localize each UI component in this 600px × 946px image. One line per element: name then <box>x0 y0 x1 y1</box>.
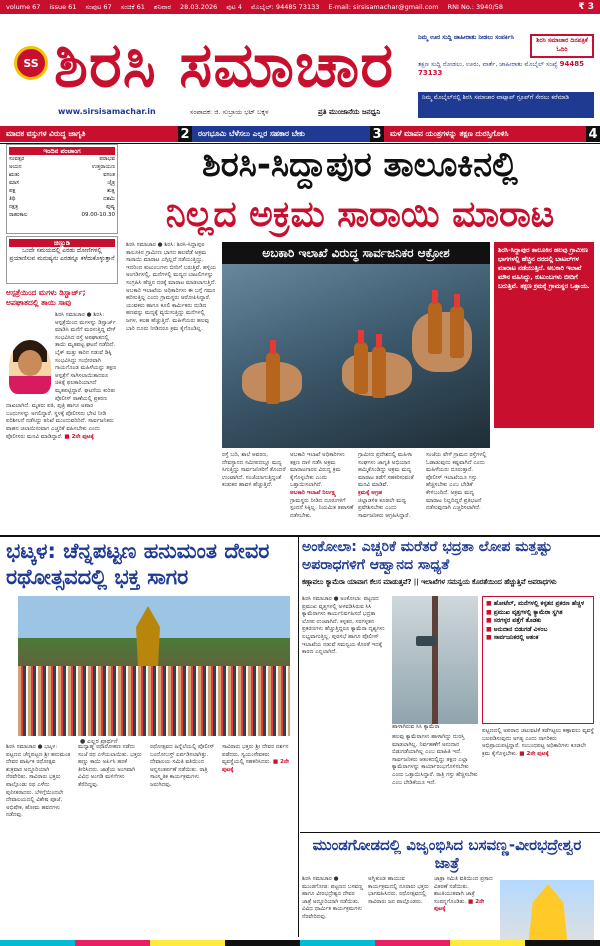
mundgod-headline[interactable]: ಮುಂಡಗೋಡದಲ್ಲಿ ವಿಜೃಂಭಿಸಿದ ಬಸವಣ್ಣ-ವೀರಭದ್ರೇಶ್ವರ ಜಾತ್ರೆ <box>312 836 582 872</box>
panchanga-value: ಶುಕ್ಲ <box>107 188 115 194</box>
date: 28.03.2026 <box>180 3 218 11</box>
panchanga-value: 09.00-10.30 <box>81 212 115 218</box>
ad-mobile-number: 94485 73133 <box>418 60 584 77</box>
panchanga-title: ಇಂದಿನ ಪಂಚಾಂಗ <box>9 147 115 155</box>
price: ₹ 3 <box>578 2 594 12</box>
lead-col-2: ರಸ್ತೆ ಬದಿ, ಶಾಲೆ ಆವರಣ, ದೇವಸ್ಥಾನದ ಸಮೀಪದಲ್ಲೂ ಮದ್ಯ ಸಿಗುತ್ತಿದ್ದು ಸಾರ್ವಜನಿಕರಿಗೆ ತೊಂದರೆ ಉಂಟಾಗಿದೆ. ಸಂಜೆಯಾಗುತ್ತಿದ್ದಂತೆ ಕುಡುಕರ ಹಾವಳಿ ಹೆಚ್ಚುತ್ತಿದೆ. <box>222 452 286 489</box>
bhatkal-col-3: ರಥೋತ್ಸವದ ಹಿನ್ನೆಲೆಯಲ್ಲಿ ಪೊಲೀಸ್ ಬಂದೋಬಸ್ತ್ ಏರ್ಪಡಿಸಲಾಗಿತ್ತು. ದೇವಾಲಯ ಸಮಿತಿ ವತಿಯಿಂದ ಅನ್ನಸಂತರ್ಪಣೆ ನಡೆಯಿತು. ರಾತ್ರಿ ಸಾಂಸ್ಕೃತಿಕ ಕಾರ್ಯಕ್ರಮಗಳು ಜರುಗಿದವು. <box>150 744 215 788</box>
ankola-col-3-text: ಪಟ್ಟಣದಲ್ಲಿ ಅಪರಾಧ ಚಟುವಟಿಕೆ ತಡೆಗಟ್ಟಲು ಕಣ್ಗಾವಲು ವ್ಯವಸ್ಥೆ ಬಲಪಡಿಸುವುದು ಅಗತ್ಯ ಎಂದು ನಾಗರಿಕರು ಅಭಿಪ್ರಾಯಪಟ್ಟಿದ್ದಾರೆ. ಸಂಬಂಧಪಟ್ಟ ಅಧಿಕಾರಿಗಳು ಕೂಡಲೇ ಕ್ರಮ ಕೈಗೊಳ್ಳಬೇಕು. <box>482 728 594 757</box>
tagline: ಪ್ರತಿ ಮುಂಜಾನೆಯ ಜನಧ್ವನಿ <box>318 108 381 116</box>
strip-item-2[interactable]: ರಂಗಭೂಮಿ ಬೆಳೆಸಲು ಎಲ್ಲರ ಸಹಕಾರ ಬೇಕು <box>192 126 370 142</box>
rni: RNI No.: 3940/58 <box>447 3 504 11</box>
bhatkal-col-1: ಶಿರಸಿ ಸಮಾಚಾರ ● ಭಟ್ಕಳ: ಪಟ್ಟಣದ ಚೆನ್ನಪಟ್ಟಣ ಶ್ರೀ ಹನುಮಂತ ದೇವರ ವಾರ್ಷಿಕ ರಥೋತ್ಸವ ಶುಕ್ರವಾರ ಅದ್ದೂರಿಯಾಗಿ ನೆರವೇರಿತು. ಸಾವಿರಾರು ಭಕ್ತರು ಪಾಲ್ಗೊಂಡು ರಥ ಎಳೆದು ಪುನೀತರಾದರು. ಬೆಳಿಗ್ಗೆಯಿಂದಲೇ ದೇವಾಲಯದಲ್ಲಿ ವಿಶೇಷ ಪೂಜೆ, ಅಭಿಷೇಕ, ಹೋಮ ಹವನಗಳು ನಡೆದವು. <box>6 744 71 819</box>
volume: volume 67 <box>6 3 41 11</box>
lead-subhead-2: ಕ್ರಮಕ್ಕೆ ಆಗ್ರಹ <box>358 489 383 496</box>
lead-col-3 <box>290 452 354 536</box>
top-info-bar <box>0 0 600 14</box>
lead-headline-1[interactable]: ಶಿರಸಿ-ಸಿದ್ದಾಪುರ ತಾಲೂಕಿನಲ್ಲಿ <box>202 145 518 185</box>
lead-col-3b-text: ಗ್ರಾಮಸ್ಥರು ನೀಡಿದ ದೂರುಗಳಿಗೆ ಸ್ಪಂದನೆ ಸಿಕ್ಕಿಲ್ಲ. ನಿಯಮಿತ ತಪಾಸಣೆ ನಡೆಸಬೇಕು. <box>290 497 354 519</box>
strip-page-3: 4 <box>586 126 600 142</box>
panchanga-value: ಪುಷ್ಯ <box>106 204 115 210</box>
bhatkal-headline[interactable]: ಭಟ್ಕಳ: ಚೆನ್ನಪಟ್ಟಣ ಹನುಮಂತ ದೇವರ ರಥೋತ್ಸವದಲ್ಲಿ ಭಕ್ತ ಸಾಗರ <box>6 539 270 589</box>
ankola-photo-caption: ಹಾಳಾಗಿರುವ ಸಿಸಿ ಕ್ಯಾಮೆರಾ <box>392 724 440 730</box>
cctv-photo <box>392 596 478 724</box>
panchanga-key: ರಾಹುಕಾಲ <box>9 212 28 218</box>
headline-strip <box>0 126 600 142</box>
panchanga-box <box>6 144 118 234</box>
ankola-headline[interactable]: ಅಂಕೋಲಾ: ಎಚ್ಚರಿಕೆ ಮರೆತರೆ ಭದ್ರತಾ ಲೋಪ ಮತ್ತಷ್ಟು ಅಪರಾಧಗಳಿಗೆ ಆಹ್ವಾನದ ಸಾಧ್ಯತೆ <box>302 539 553 573</box>
panchanga-key: ಪಕ್ಷ <box>9 188 16 194</box>
ankola-col-3 <box>482 728 594 830</box>
ankola-point: ■ ಪ್ರಮುಖ ವೃತ್ತಗಳಲ್ಲಿ ಕ್ಯಾಮೆರಾ ಸ್ಥಗಿತ <box>486 609 590 618</box>
panchanga-key: ಮಾಸ <box>9 180 20 186</box>
chariot-festival-photo <box>18 596 290 736</box>
lead-col-4b-text: ಜಿಲ್ಲಾಡಳಿತ ಕೂಡಲೇ ಮಧ್ಯ ಪ್ರವೇಶಿಸಬೇಕು ಎಂದು ಸಾರ್ವಜನಿಕರು ಆಗ್ರಹಿಸಿದ್ದಾರೆ. <box>358 497 411 519</box>
panchanga-value: ಚೈತ್ರ <box>107 180 115 186</box>
panchanga-value: ಉತ್ತರಾಯಣ <box>91 164 115 170</box>
ankola-point: ■ ಸಾರ್ವಜನಿಕರಲ್ಲಿ ಆತಂಕ <box>486 634 590 643</box>
woman-photo <box>9 340 51 394</box>
issue: issue 61 <box>49 3 77 11</box>
ad-whatsapp: ನಿಮ್ಮ ಮೊಬೈಲ್‌ನಲ್ಲಿ ಶಿರಸಿ ಸಮಾಚಾರ ವಾಟ್ಸಾಪ್ ಗ್ರೂಪ್‌ಗೆ ಸೇರಲು ಕರೆಮಾಡಿ <box>418 92 594 118</box>
panchanga-key: ಋತು <box>9 172 20 178</box>
ad-mobile <box>418 60 594 90</box>
logo-icon: SS <box>14 46 48 80</box>
ankola-col-2: ಹಲವು ಕ್ಯಾಮೆರಾಗಳು ಹಾಳಾಗಿದ್ದು ದುರಸ್ತಿ ಮಾಡಲಾಗಿಲ್ಲ. ನಿರ್ವಹಣೆಗೆ ಅನುದಾನ ಬಿಡುಗಡೆಯಾಗಿಲ್ಲ ಎಂಬ ಮಾಹಿತಿ ಇದೆ. ಸಾರ್ವಜನಿಕರು ಆತಂಕದಲ್ಲಿದ್ದು ತಕ್ಷಣ ಎಲ್ಲಾ ಕ್ಯಾಮೆರಾಗಳನ್ನು ಕಾರ್ಯಾರಂಭಗೊಳಿಸಬೇಕು ಎಂದು ಒತ್ತಾಯಿಸಿದ್ದಾರೆ. ರಾತ್ರಿ ಗಸ್ತು ಹೆಚ್ಚಿಸಬೇಕು ಎಂಬ ಬೇಡಿಕೆಯೂ ಇದೆ. <box>392 734 478 786</box>
lead-col-1: ಶಿರಸಿ ಸಮಾಚಾರ ● ಶಿರಸಿ: ಶಿರಸಿ-ಸಿದ್ದಾಪುರ ತಾಲೂಕಿನ ಗ್ರಾಮೀಣ ಭಾಗದ ಹಲವೆಡೆ ಅಕ್ರಮ ಸಾರಾಯಿ ಮಾರಾಟ ಎಗ್ಗಿಲ್ಲದೆ ನಡೆಯುತ್ತಿದ್ದು, ಇದರಿಂದ ಕುಟುಂಬಗಳು ಬೀದಿಗೆ ಬರುತ್ತಿವೆ. ಹಳ್ಳಿಯ ಅಂಗಡಿಗಳಲ್ಲಿ, ಮನೆಗಳಲ್ಲಿ ಮದ್ಯದ ಬಾಟಲಿಗಳನ್ನು ಸಂಗ್ರಹಿಸಿ ಹೆಚ್ಚಿನ ದರಕ್ಕೆ ಮಾರಾಟ ಮಾಡಲಾಗುತ್ತಿದೆ. ಅಬಕಾರಿ ಇಲಾಖೆಯ ಅಧಿಕಾರಿಗಳು ಈ ಬಗ್ಗೆ ಗಮನ ಹರಿಸುತ್ತಿಲ್ಲ ಎಂದು ಗ್ರಾಮಸ್ಥರು ಆರೋಪಿಸಿದ್ದಾರೆ. ಯುವಕರು ಹಾಗೂ ಕೂಲಿ ಕಾರ್ಮಿಕರು ದುಡಿದ ಹಣವನ್ನು ಮದ್ಯಕ್ಕೆ ವ್ಯಯಿಸುತ್ತಿದ್ದು ಮನೆಗಳಲ್ಲಿ ಜಗಳ, ಕಲಹ ಹೆಚ್ಚುತ್ತಿದೆ. ಮಹಿಳೆಯರು ಹಲವು ಬಾರಿ ದೂರು ನೀಡಿದರೂ ಕ್ರಮ ಕೈಗೊಂಡಿಲ್ಲ. <box>126 242 217 332</box>
ankola-point: ■ ಅನುದಾನ ಬಿಡುಗಡೆ ವಿಳಂಬ <box>486 626 590 635</box>
panchanga-value: ವಸಂತ <box>103 172 115 178</box>
ad-news-contact: ನಿಮ್ಮ ಊರ ಸುದ್ದಿ ಜಾಹೀರಾತು ನೀಡಲು ಸಂಪರ್ಕಿಸಿ <box>418 34 514 41</box>
continued-link[interactable]: ■ 2ನೇ ಪುಟಕ್ಕೆ <box>64 433 94 440</box>
panchanga-key: ಅಯನ <box>9 164 22 170</box>
mundgod-col-3 <box>434 876 496 938</box>
mundgod-col-1: ಶಿರಸಿ ಸಮಾಚಾರ ● ಮುಂಡಗೋಡ: ಪಟ್ಟಣದ ಬಸವಣ್ಣ ಹಾಗೂ ವೀರಭದ್ರೇಶ್ವರ ದೇವರ ಜಾತ್ರೆ ಅದ್ದೂರಿಯಾಗಿ ನಡೆಯಿತು. ವಿವಿಧ ಧಾರ್ಮಿಕ ಕಾರ್ಯಕ್ರಮಗಳು ನೆರವೇರಿದವು. <box>302 876 363 920</box>
print-color-bar <box>0 940 600 946</box>
website-link[interactable]: www.sirsisamachar.in <box>58 107 156 116</box>
panchanga-value: ಪರಾಭವ <box>99 156 115 162</box>
panchanga-value: ದಶಮಿ <box>103 196 115 202</box>
lead-highlight-box: ಶಿರಸಿ-ಸಿದ್ದಾಪುರ ತಾಲೂಕಿನ ಹಲವು ಗ್ರಾಮೀಣ ಭಾಗಗಳಲ್ಲಿ ಹೆಚ್ಚಿನ ದರದಲ್ಲಿ ಬಾಟಲ್‌ಗಳ ಮಾರಾಟ ನಡೆಯುತ್ತಿದೆ. ಅಬಕಾರಿ ಇಲಾಖೆ ಮೌನ ವಹಿಸಿದ್ದು, ಕುಟುಂಬಗಳು ಬೀದಿಗೆ ಬರುತ್ತಿವೆ. ತಕ್ಷಣ ಕ್ರಮಕ್ಕೆ ಗ್ರಾಮಸ್ಥರ ಒತ್ತಾಯ. <box>494 242 594 428</box>
panchanga-key: ಸಂವತ್ಸರ <box>9 156 25 162</box>
strip-page-1: 2 <box>178 126 192 142</box>
left-story-headline[interactable]: ಆಸ್ಪತ್ರೆಯಿಂದ ಮಗಳು ಡಿಸ್ಚಾರ್ಜ್; ಅಪಘಾತದಲ್ಲಿ ತಾಯಿ ಸಾವು <box>6 288 86 307</box>
newspaper-title: ಶಿರಸಿ ಸಮಾಚಾರ <box>54 28 395 101</box>
ad-mobile-text: ತಕ್ಷಣ ಸುದ್ದಿ ನೋಡಲು, ಊರು, ವಾರ್ತೆ, ಜಾಹೀರಾತು ಮೊಬೈಲ್ ಸಂಖ್ಯೆ <box>418 61 558 68</box>
rule <box>0 143 600 144</box>
panchanga-key: ತಿಥಿ <box>9 196 16 202</box>
day: ಶನಿವಾರ <box>153 2 172 11</box>
strip-item-3[interactable]: ಮಳೆ ಮಾಪನ ಯಂತ್ರಗಳನ್ನು ತಕ್ಷಣ ದುರಸ್ತಿಗೊಳಿಸಿ <box>384 126 586 142</box>
sanchike: ಸಂಚಿಕೆ 61 <box>120 2 145 11</box>
mobile: ಮೊಬೈಲ್: 94485 73133 <box>250 2 320 11</box>
quote-text: ಒಂದೇ ಸಮಯದಲ್ಲಿ ಎರಡು ದೋಣಿಗಳಲ್ಲಿ ಪ್ರಯಾಣಿಸುವ ಮನುಷ್ಯನು ಎರಡನ್ನೂ ಕಳೆದುಕೊಳ್ಳುತ್ತಾನೆ <box>9 247 115 262</box>
lead-col-4-text: ಗ್ರಾಮೀಣ ಪ್ರದೇಶದಲ್ಲಿ ಮಹಿಳಾ ಸಂಘಗಳು ಜಾಗೃತಿ ಅಭಿಯಾನ ಹಮ್ಮಿಕೊಂಡಿದ್ದು ಅಕ್ರಮ ಮದ್ಯ ಮಾರಾಟ ತಡೆಗೆ ಸಹಕರಿಸುವಂತೆ ಮನವಿ ಮಾಡಿವೆ. <box>358 452 414 489</box>
lead-headline-2[interactable]: ನಿಲ್ಲದ ಅಕ್ರಮ ಸಾರಾಯಿ ಮಾರಾಟ <box>165 194 555 235</box>
ankola-subhead: ಕಣ್ಗಾವಲು ಕ್ಯಾಮೆರಾ ಯಾವಾಗ ಕೆಲಸ ಮಾಡುತ್ತವೆ? || ಇಲಾಖೆಗಳ ಸಮನ್ವಯ ಕೊರತೆಯಿಂದ ಹೆಚ್ಚುತ್ತಿವೆ ಅಪರಾಧಗಳು <box>302 578 557 586</box>
rule <box>298 537 299 937</box>
lead-col-4 <box>358 452 422 536</box>
left-story-text: ಶಿರಸಿ ಸಮಾಚಾರ ● ಶಿರಸಿ: ಆಸ್ಪತ್ರೆಯಿಂದ ಮಗಳನ್ನು ಡಿಸ್ಚಾರ್ಜ್ ಮಾಡಿಸಿ ಮನೆಗೆ ಮರಳುತ್ತಿದ್ದ ವೇಳೆ ಸಂಭವಿಸಿದ ರಸ್ತೆ ಅಪಘಾತದಲ್ಲಿ ತಾಯಿ ಮೃತಪಟ್ಟ ಘಟನೆ ನಡೆದಿದೆ. ಬೈಕ್ ಮತ್ತು ಕಾರಿನ ನಡುವೆ ಡಿಕ್ಕಿ ಸಂಭವಿಸಿದ್ದು ಗಂಭೀರವಾಗಿ ಗಾಯಗೊಂಡ ಮಹಿಳೆಯನ್ನು ತಕ್ಷಣ ಆಸ್ಪತ್ರೆಗೆ ಸಾಗಿಸಲಾಯಿತಾದರೂ ಚಿಕಿತ್ಸೆ ಫಲಕಾರಿಯಾಗದೆ ಮೃತಪಟ್ಟಿದ್ದಾರೆ. ಘಟನೆಯ ಕುರಿತು ಪೊಲೀಸ್ ಠಾಣೆಯಲ್ಲಿ ಪ್ರಕರಣ ದಾಖಲಾಗಿದೆ. ಮೃತರು ಪತಿ, ಪುತ್ರಿ ಹಾಗೂ ಅಪಾರ ಬಂಧುಗಳನ್ನು ಅಗಲಿದ್ದಾರೆ. ಸ್ಥಳಕ್ಕೆ ಪೊಲೀಸರು ಭೇಟಿ ನೀಡಿ ಪರಿಶೀಲನೆ ನಡೆಸಿದ್ದು ತನಿಖೆ ಮುಂದುವರಿದಿದೆ. ಸಾರ್ವಜನಿಕರು ವಾಹನ ಚಲಾಯಿಸುವಾಗ ಎಚ್ಚರಿಕೆ ವಹಿಸಬೇಕು ಎಂದು ಪೊಲೀಸರು ಮನವಿ ಮಾಡಿದ್ದಾರೆ. <box>6 312 117 440</box>
lead-col-5: ಸಂಜೆಯ ವೇಳೆ ಗ್ರಾಮದ ರಸ್ತೆಗಳಲ್ಲಿ ಓಡಾಡುವುದು ಕಷ್ಟವಾಗಿದೆ ಎಂದು ಮಹಿಳೆಯರು ದೂರುತ್ತಾರೆ. ಪೊಲೀಸ್ ಇಲಾಖೆಯೂ ಗಸ್ತು ಹೆಚ್ಚಿಸಬೇಕು ಎಂಬ ಬೇಡಿಕೆ ಕೇಳಿಬಂದಿದೆ. ಅಕ್ರಮ ಮದ್ಯ ಮಾರಾಟ ನಿಲ್ಲದಿದ್ದರೆ ಪ್ರತಿಭಟನೆ ನಡೆಸುವುದಾಗಿ ಎಚ್ಚರಿಸಲಾಗಿದೆ. <box>426 452 487 512</box>
ankola-col-1: ಶಿರಸಿ ಸಮಾಚಾರ ● ಅಂಕೋಲಾ: ಪಟ್ಟಣದ ಪ್ರಮುಖ ವೃತ್ತಗಳಲ್ಲಿ ಅಳವಡಿಸಿರುವ ಸಿಸಿ ಕ್ಯಾಮೆರಾಗಳು ಕಾರ್ಯನಿರ್ವಹಿಸದೆ ಭದ್ರತಾ ಲೋಪ ಉಂಟಾಗಿದೆ. ಕಳ್ಳತನ, ಸರಗಳ್ಳತನ ಪ್ರಕರಣಗಳು ಹೆಚ್ಚುತ್ತಿದ್ದರೂ ಕ್ಯಾಮೆರಾ ದೃಶ್ಯಗಳು ಲಭ್ಯವಾಗುತ್ತಿಲ್ಲ. ಪುರಸಭೆ ಹಾಗೂ ಪೊಲೀಸ್ ಇಲಾಖೆಯ ನಡುವೆ ಸಮನ್ವಯ ಕೊರತೆ ಇದಕ್ಕೆ ಕಾರಣ ಎನ್ನಲಾಗಿದೆ. <box>302 596 385 656</box>
panchanga-key: ನಕ್ಷತ್ರ <box>9 204 19 210</box>
ankola-point: ■ ಹೋಟೆಲ್, ಮನೆಗಳಲ್ಲಿ ಕಳ್ಳತನ ಪ್ರಕರಣ ಹೆಚ್ಚಳ <box>486 600 590 609</box>
ankola-points-box <box>482 596 594 724</box>
jatre-chariot-photo <box>500 880 594 946</box>
bhatkal-caption: ● ಎಲ್ಲರ ಪ್ರಾರ್ಥನೆ <box>80 738 118 745</box>
pages: ಪುಟ 4 <box>226 2 242 11</box>
quote-title: ಚಿಣ್ಣುಡಿ <box>9 239 115 247</box>
lead-col-3-text: ಅಬಕಾರಿ ಇಲಾಖೆ ಅಧಿಕಾರಿಗಳು ತಕ್ಷಣ ದಾಳಿ ನಡೆಸಿ ಅಕ್ರಮ ಮಾರಾಟಗಾರರ ವಿರುದ್ಧ ಕ್ರಮ ಕೈಗೊಳ್ಳಬೇಕು ಎಂದು ಒತ್ತಾಯಿಸಲಾಗಿದೆ. <box>290 452 345 489</box>
email: E-mail: sirsisamachar@gmail.com <box>328 3 439 11</box>
editor-line: ಸಂಪಾದಕ: ಜಿ. ಸುಬ್ರಾಯ ಭಟ್ ಬಕ್ಕಳ <box>190 108 269 116</box>
mundgod-col-2: ಅಗ್ನಿಕುಂಡ ಹಾಯುವ ಕಾರ್ಯಕ್ರಮದಲ್ಲಿ ನೂರಾರು ಭಕ್ತರು ಭಾಗವಹಿಸಿದರು. ರಥೋತ್ಸವದಲ್ಲಿ ಸಾವಿರಾರು ಜನ ಪಾಲ್ಗೊಂಡರು. <box>368 876 429 905</box>
mundgod-col-3-text: ಜಾತ್ರಾ ಸಮಿತಿ ವತಿಯಿಂದ ಪ್ರಸಾದ ವಿತರಣೆ ನಡೆಯಿತು. ಶಾಂತಿಯುತವಾಗಿ ಜಾತ್ರೆ ಸಂಪನ್ನಗೊಂಡಿತು. <box>434 876 493 905</box>
bhatkal-col-4 <box>222 744 292 940</box>
samputa: ಸಂಪುಟ 67 <box>85 2 112 11</box>
rule <box>300 832 600 833</box>
continued-link[interactable]: ■ 2ನೇ ಪುಟಕ್ಕೆ <box>434 898 485 913</box>
bhatkal-col-4-text: ಸಾವಿರಾರು ಭಕ್ತರು ಶ್ರೀ ದೇವರ ದರ್ಶನ ಪಡೆದರು. ಸ್ವಯಂಸೇವಕರು ವ್ಯವಸ್ಥೆಯಲ್ಲಿ ಸಹಕರಿಸಿದರು. <box>222 744 289 766</box>
bhatkal-col-2: ಮಧ್ಯಾಹ್ನ ರಥಾರೋಹಣ ನಡೆದು ಸಂಜೆ ರಥ ಎಳೆಯಲಾಯಿತು. ಭಕ್ತರು ಹಣ್ಣು ಕಾಯಿ ಅರ್ಪಿಸಿ ಹರಕೆ ತೀರಿಸಿದರು. ಜಾತ್ರೆಯ ಅಂಗವಾಗಿ ವಿವಿಧ ಅಂಗಡಿ ಮಳಿಗೆಗಳು ತೆರೆದಿದ್ದವು. <box>78 744 142 788</box>
continued-link[interactable]: ■ 2ನೇ ಪುಟಕ್ಕೆ <box>519 750 549 757</box>
quote-box <box>6 236 118 284</box>
rule <box>0 535 600 537</box>
photo-banner: ಅಬಕಾರಿ ಇಲಾಖೆ ವಿರುದ್ಧ ಸಾರ್ವಜನಿಕರ ಆಕ್ರೋಶ <box>222 242 490 264</box>
liquor-bottles-photo <box>222 242 490 448</box>
ankola-point: ■ ಸರಗಳ್ಳರ ಪತ್ತೆಗೆ ತೊಡಕು <box>486 617 590 626</box>
continued-link[interactable]: ■ 2ನೇ ಪುಟಕ್ಕೆ <box>222 759 289 773</box>
strip-page-2: 3 <box>370 126 384 142</box>
lead-subhead-1: ಅಬಕಾರಿ ಇಲಾಖೆ ನಿರ್ಲಕ್ಷ್ಯ <box>290 489 336 496</box>
ad-read-daily: ಶಿರಸಿ ಸಮಾಚಾರ ದಿನಪತ್ರಿಕೆ ಓದಿರಿ <box>530 34 594 58</box>
strip-item-1[interactable]: ಮಾದಕ ವಸ್ತುಗಳ ವಿರುದ್ಧ ಜಾಗೃತಿ <box>0 126 178 142</box>
